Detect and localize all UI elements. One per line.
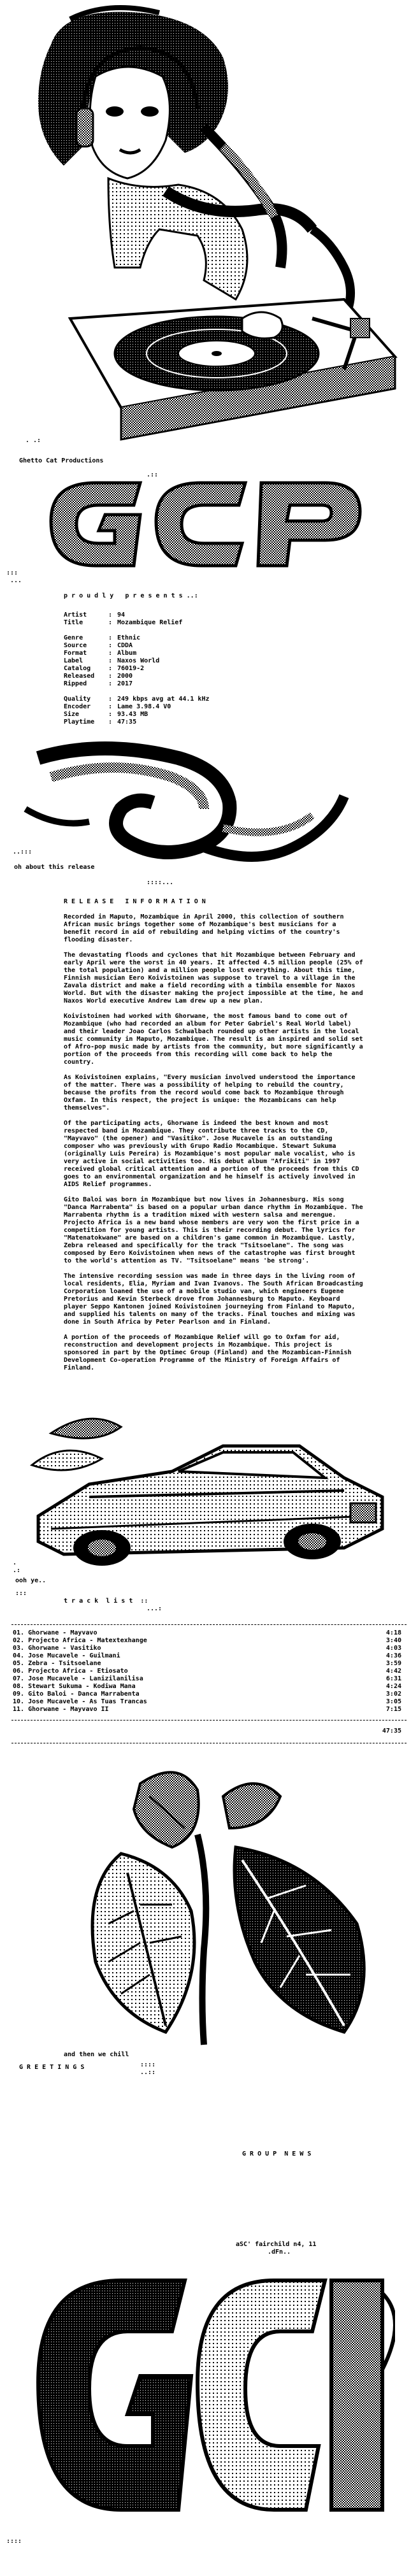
group-news-title: G R O U P N E W S bbox=[242, 2150, 312, 2157]
info-row-quality: Quality : 249 kbps avg at 44.1 kHz bbox=[64, 696, 210, 703]
release-info bbox=[64, 612, 210, 726]
track-row: 02. Projecto Africa - Matextexhange 3:40 bbox=[13, 1637, 401, 1644]
info-row-ripped: Ripped : 2017 bbox=[64, 680, 133, 687]
leaves-ascii-art bbox=[13, 1758, 408, 2140]
tracklist-dots: . .: bbox=[13, 1559, 21, 1574]
info-row-artist: Artist : 94 bbox=[64, 612, 126, 619]
info-row-spacer bbox=[64, 688, 210, 696]
info-row-genre: Genre : Ethnic bbox=[64, 634, 141, 641]
greetings-dots: :::: ..:: bbox=[140, 2061, 156, 2076]
track-row: 10. Jose Mucavele - As Tuas Trancas 3:05 bbox=[13, 1698, 401, 1705]
info-row-title: Title : Mozambique Relief bbox=[64, 619, 183, 626]
tracklist-label: ooh ye.. bbox=[15, 1577, 47, 1584]
info-row-format: Format : Album bbox=[64, 650, 137, 657]
paragraph-6: Gito Baloi was born in Mozambique but now lives in Johannesburg. His song "Danca Marrabenta" is based on a popular urban dance rhythm in Mozambique. The Marrabenta rhythm is a tradition mixed with western salsa and merengue. Projecto Africa is a new band whose members are very won the first price in a competition for young artists. This is their recording debut. The lyrics for "Matenatokwane" are based on a children's game common in Mozambique. Lastly, Zebra released and specifically for the track "Tsitsoelane". The song was composed by Eero Koivistoinen when news of the catastrophe was first brought to the world's attention as TV. "Tsitsoelane" means 'be strong'. bbox=[64, 1196, 363, 1264]
track-row: 01. Ghorwane - Mayvavo 4:18 bbox=[13, 1629, 401, 1636]
info-row-catalog: Catalog : 76019-2 bbox=[64, 665, 145, 672]
paragraph-7: The intensive recording session was made in three days in the living room of local residents, Elia, Myriam and Ivan Ivanovs. The South African Broadcasting Corporation loaned the use of a mobile studio van, which engineers Eugene Pretorius and Kevin Sterbeck drove from Johannesburg to Maputo. Keyboard player Seppo Kantonen joined Koivistoinen journeying from Finland to Maputo, and supplied his talents on many of the tracks. Final touches and mixing was done in South Africa by Peter Pearlson and in Finland. bbox=[64, 1273, 363, 1326]
presents-text: p r o u d l y p r e s e n t s ..: bbox=[64, 592, 198, 599]
dots-logo-left: ::: ... bbox=[6, 569, 22, 584]
gcp-logo-bottom bbox=[25, 2255, 395, 2548]
footer-dots: :::: bbox=[6, 2538, 22, 2545]
tracklist-dots-3: ...: bbox=[147, 1605, 162, 1612]
paragraph-8: A portion of the proceeds of Mozambique Relief will go to Oxfam for aid, reconstruction and development projects in Mozambique. This project is sponsored in part by the Optimec Group (Finland) and the Mozambican-Finnish Development Co-operation Programme of the Ministry of Foreign Affairs of Finland. bbox=[64, 1334, 352, 1371]
car-ascii-art bbox=[13, 1408, 395, 1573]
tracklist-divider-top bbox=[11, 1624, 407, 1625]
release-description bbox=[64, 913, 363, 1380]
info-row-source: Source : CDDA bbox=[64, 642, 133, 649]
about-dots-2: ::::... bbox=[147, 879, 174, 886]
info-row-label: Label : Naxos World bbox=[64, 657, 160, 664]
paragraph-2: The devastating floods and cyclones that hit Mozambique between February and early April were the worst in 40 years. It affected 4.5 million people (25% of the total population) and a million people lost everything. About this time, Finnish musician Eero Koivistoinen was suppose to travel to a village in the Zavala district and make a field recording with a timbila ensemble for Naxos World. But with the disaster making the project impossible at the time, he and Naxos World executive Andrew Lam drew up a new plan. bbox=[64, 952, 363, 1005]
track-row: 03. Ghorwane - Vasitiko 4:03 bbox=[13, 1645, 401, 1652]
paragraph-4: As Koivistoinen explains, "Every musician involved understood the importance of the matter. There was a possibility of helping to rebuild the country, because the profits from the record would come back to Mozambique through Oxfam. In this respect, the project is unique: the Mozambicans can help themselves". bbox=[64, 1074, 356, 1112]
swirl-ascii-art bbox=[13, 733, 395, 873]
tracklist-title: t r a c k l i s t :: bbox=[64, 1598, 148, 1605]
dots-top: . .: bbox=[25, 437, 41, 444]
info-row-playtime: Playtime : 47:35 bbox=[64, 719, 137, 726]
greetings-title: G R E E T I N G S bbox=[19, 2064, 85, 2071]
track-row: 09. Gito Baloi - Danca Marrabenta 3:02 bbox=[13, 1691, 401, 1698]
tracklist-dots-2: ::: bbox=[15, 1590, 27, 1597]
total-time: 47:35 bbox=[382, 1728, 401, 1735]
info-row-released: Released : 2000 bbox=[64, 673, 133, 680]
about-label: oh about this release bbox=[14, 864, 95, 871]
paragraph-3: Koivistoinen had worked with Ghorwane, the most famous band to come out of Mozambique (who had recorded an album for Peter Gabriel's Real World label) and their leader Joao Carlos Schwalbach rounded up other artists in the local music community in Maputo, Mozambique. The result is an inspired and solid set of Afro-pop music made by artists from the community, but more significantly a portion of the proceeds from this recording will come back to help the country. bbox=[64, 1013, 363, 1066]
dj-girl-ascii-art bbox=[13, 0, 408, 465]
paragraph-5: Of the participating acts, Ghorwane is indeed the best known and most respected band in Mozambique. They contribute three tracks to the CD, "Mayvavo" (the opener) and "Vasitiko". Jose Mucavele is an outstanding composer who was previously with Grupo Radio Mocambique. Stewart Sukuma (originally Luis Pereira) is Mozambique's most popular male vocalist, who is very active in social activities too. His debut album "Afrikiti" in 1997 received global critical attention and a portion of the proceeds from this CD goes to an environmental organization and he himself is actively involved in AIDS Relief programmes. bbox=[64, 1120, 359, 1188]
track-row: 08. Stewart Sukuma - Kodiwa Mana 4:24 bbox=[13, 1683, 401, 1690]
info-row-size: Size : 93.43 MB bbox=[64, 711, 148, 718]
track-row: 04. Jose Mucavele - Guilmani 4:36 bbox=[13, 1652, 401, 1659]
track-row: 06. Projecto Africa - Etiosato 4:42 bbox=[13, 1668, 401, 1675]
release-information-title: R E L E A S E I N F O R M A T I O N bbox=[64, 898, 206, 905]
tracklist-divider-middle bbox=[11, 1720, 407, 1721]
info-row-encoder: Encoder : Lame 3.98.4 V0 bbox=[64, 703, 171, 710]
group-name: Ghetto Cat Productions bbox=[19, 457, 104, 464]
dots-logo-right: .:: bbox=[147, 471, 159, 478]
art-credit: aSC' fairchild n4, 11 bbox=[236, 2241, 317, 2248]
track-row: 07. Jose Mucavele - Lanizilanilisa 6:31 bbox=[13, 1675, 401, 1682]
chill-text: and then we chill bbox=[64, 2051, 129, 2058]
track-list bbox=[13, 1629, 401, 1714]
gcp-logo-top bbox=[38, 476, 370, 572]
about-dots: ..::: bbox=[13, 848, 32, 855]
info-row-spacer bbox=[64, 627, 210, 634]
paragraph-1: Recorded in Maputo, Mozambique in April 2000, this collection of southern African music brings together some of Mozambique's best musicians for a benefit record in aid of rebuilding and helping victims of the country's flooding disaster. bbox=[64, 913, 344, 943]
track-row: 05. Zebra - Tsitsoelane 3:59 bbox=[13, 1660, 401, 1667]
track-row: 11. Ghorwane - Mayvavo II 7:15 bbox=[13, 1706, 401, 1713]
art-credit-2: .dFn.. bbox=[268, 2249, 291, 2256]
